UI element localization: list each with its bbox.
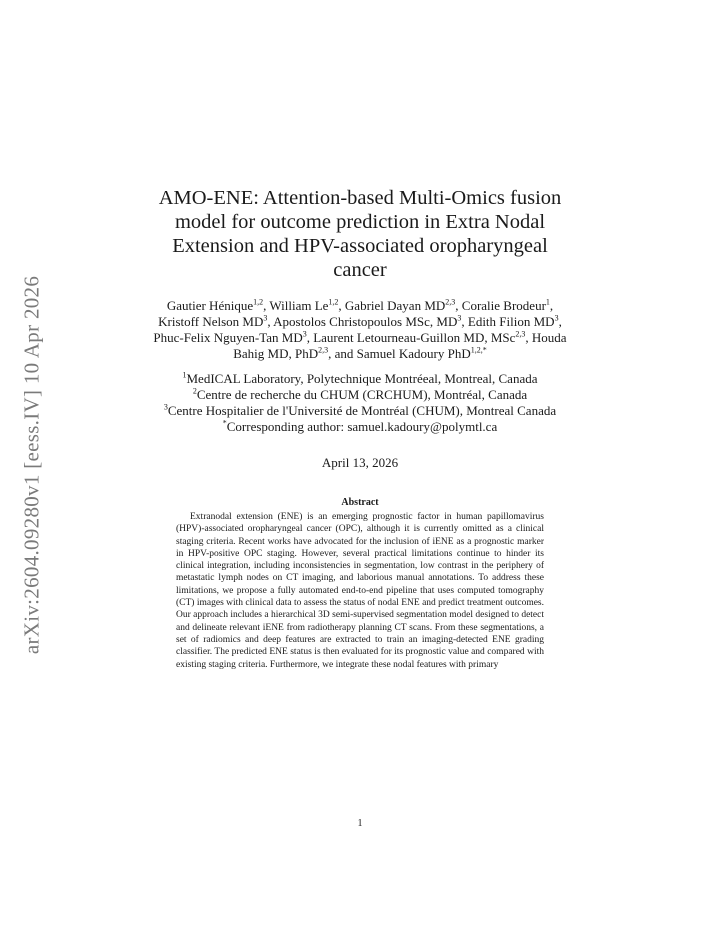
affiliation: $^1$MedICAL Laboratory, Polytechnique Montréeal, Montreal, Canada [182, 370, 538, 386]
author: Phuc-Felix Nguyen-Tan $MD^3$, [153, 329, 314, 345]
author-list [150, 298, 570, 362]
abstract-heading: Abstract [341, 497, 379, 508]
affiliation: $^3$Centre Hospitalier de l'Université de Montréal (CHUM), Montreal Canada [163, 402, 557, 418]
paper-title: AMO-ENE: Attention-based Multi-Omics fusion model for outcome prediction in Extra Nodal Extension and HPV-associated oropharyngeal cancer [158, 187, 562, 281]
affiliation: $^2$Centre de recherche du CHUM (CRCHUM), Montréal, Canada [192, 386, 528, 402]
publication-date: April 13, 2026 [321, 455, 399, 470]
author: Laurent Letourneau-Guillon MD, MSc$^{2,3}$, [313, 329, 532, 345]
author: Samuel Kadoury PhD$^{1,2,*}$ [356, 345, 487, 361]
paper-front-matter [150, 186, 570, 671]
author: Gautier Hénique$^{1,2}$, [166, 297, 270, 313]
corresponding-author: *Corresponding author: samuel.kadoury@polymtl.ca [222, 418, 498, 434]
page-number: 1 [357, 818, 363, 829]
author: Houda Bahig MD, PhD$^{2,3}$, and [233, 330, 567, 361]
author: Coralie Brodeur$^1$, [461, 297, 554, 313]
author: Edith Filion $MD^3$, [467, 313, 562, 329]
author: Gabriel Dayan MD$^{2,3}$, [344, 297, 462, 313]
author: Apostolos Christopoulos MSc, $MD^3$, [273, 313, 468, 329]
author: Kristoff Nelson $MD^3$, [158, 313, 274, 329]
arxiv-identifier-stamp: arXiv:2604.09280v1 [eess.IV] 10 Apr 2026 [19, 275, 44, 655]
abstract-text: Extranodal extension (ENE) is an emerging prognostic factor in human papillomavirus (HPV)-associated oropharyngeal cancer (OPC), although it is currently omitted as a clinical staging criteria. Recent works have advocated for the inclusion of iENE as a prognostic marker in HPV-positive OPC staging. However, several practical limitations continue to hinder its clinical integration, including inconsistencies in segmentation, low contrast in the periphery of metastatic lymph nodes on CT imaging, and laborious manual annotations. To address these limitations, we propose a fully automated end-to-end pipeline that uses computed tomography (CT) images with clinical data to assess the status of nodal ENE and predict treatment outcomes. Our approach includes a hierarchical 3D semi-supervised segmentation model designed to detect and delineate relevant iENE from radiotherapy planning CT scans. From these segmentations, a set of radiomics and deep features are extracted to train an imaging-detected ENE grading classifier. The predicted ENE status is then evaluated for its prognostic value and compared with existing staging criteria. Furthermore, we integrate these nodal features with primary [176, 512, 544, 670]
affiliation-list [150, 371, 570, 435]
author: William Le$^{1,2}$, [269, 297, 345, 313]
